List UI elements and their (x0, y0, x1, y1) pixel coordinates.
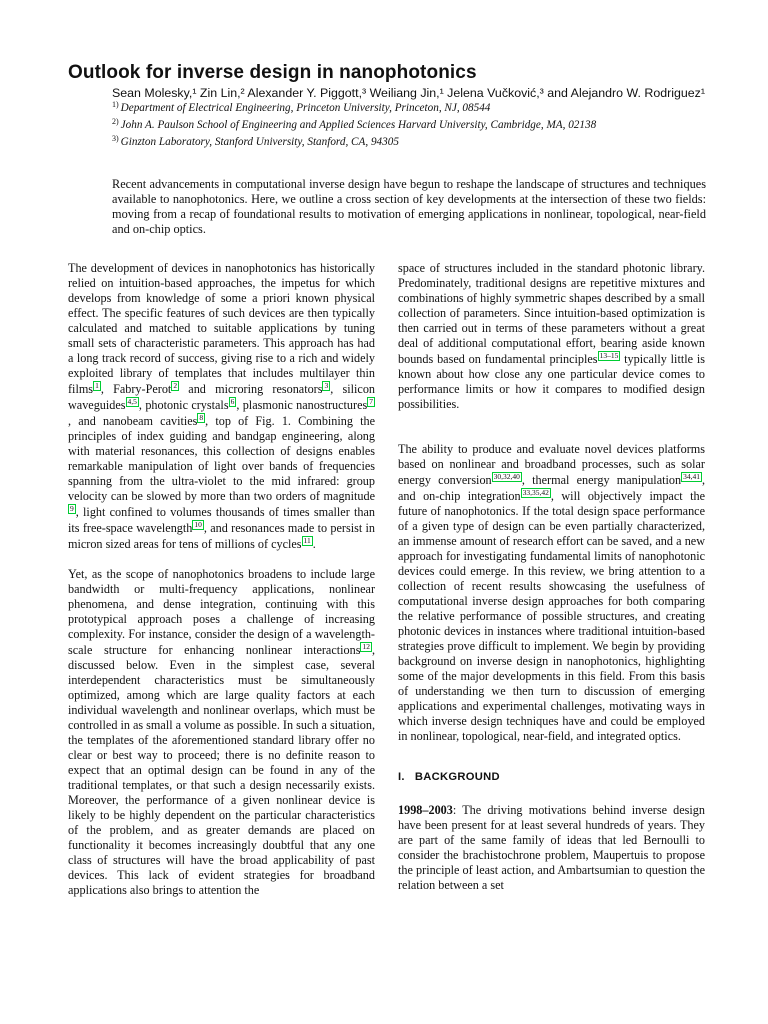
affiliation-2 (112, 115, 672, 132)
affiliation-text: Department of Electrical Engineering, Princeton University, Princeton, NJ, 08544 (120, 102, 491, 114)
affiliation-text: John A. Paulson School of Engineering and Applied Sciences Harvard University, Cambridge, MA, 02138 (120, 119, 597, 132)
citation-link[interactable]: 6 (230, 397, 235, 406)
body-text: , top of Fig. 1. Combining the principles of index guiding and bandgap engineering, along with material resonances, this collection of designs enables remarkable manipulation of light over bands of frequencies spanning from the ultra-violet to the mid infrared: group velocity can be slowed by more than two orders of magnitude (68, 414, 375, 503)
body-text: , and resonances made to persist in micron sized areas for tens of millions of cycles (68, 521, 375, 551)
citation-link[interactable]: 34,41 (683, 472, 700, 481)
body-text: space of structures included in the standard photonic library. Predominately, traditional designs are repetitive mixtures and combinations of highly symmetric shapes described by a small collection of parameters. Since intuition-based optimization is then carried out in terms of these parameters without a great deal of additional computational effort, bearing aside known bounds based on fundamental principles (398, 261, 705, 366)
body-text: Yet, as the scope of nanophotonics broadens to include large bandwidth or multi-frequency applications, nonlinear phenomena, and dense integration, continuing with this prototypical approach poses a challenge of increasing complexity. For instance, consider the design of a wavelength-scale structure for enhancing nonlinear interactions (68, 567, 375, 657)
affiliation-text: Ginzton Laboratory, Stanford University, Stanford, CA, 94305 (120, 136, 399, 149)
left-column (68, 261, 375, 898)
right-column (398, 261, 705, 893)
citation-link[interactable]: 8 (199, 413, 204, 422)
affiliation-number: 2) (112, 117, 119, 127)
body-text: and microring resonators (179, 382, 323, 396)
body-text: , plasmonic nanostructures (236, 398, 368, 412)
body-text: , and on-chip integration (398, 473, 705, 503)
section-number: I. (398, 771, 405, 783)
citation-link[interactable]: 2 (173, 381, 178, 390)
paragraph-library (398, 261, 705, 412)
section-heading (398, 770, 705, 785)
body-text: , photonic crystals (138, 398, 229, 412)
citation-link[interactable]: 7 (369, 397, 373, 406)
paragraph-complexity (68, 567, 375, 898)
citation-link[interactable]: 30,32,40 (493, 472, 520, 481)
citation-link[interactable]: 3 (324, 381, 329, 390)
citation-link[interactable]: 12 (362, 642, 370, 651)
citation-link[interactable]: 11 (303, 536, 311, 545)
body-text: : The driving motivations behind inverse design have been present for at least several hundreds of years. They are part of the same family of ideas that led Bernoulli to consider the brachistochrone problem, Maupertuis to propose the principle of least action, and Ambartsumian to question the relation between a set (398, 803, 705, 892)
body-text: typically little is known about how close any one particular device comes to performance limits or how it compares to modified design possibilities. (398, 352, 705, 411)
citation-link[interactable]: 33,35,42 (522, 488, 549, 497)
citation-link[interactable]: 1 (95, 381, 99, 390)
abstract: Recent advancements in computational inverse design have begun to reshape the landscape of structures and techniques available to nanophotonics. Here, we outline a cross section of key developments at the intersection of these two fields: moving from a recap of foundational results to motivation of emerging applications in nonlinear, topological, near-field and on-chip optics. (112, 177, 706, 236)
citation-link[interactable]: 4,5 (127, 397, 137, 406)
body-text: , will objectively impact the future of nanophotonics. If the total design space performance of a given type of design can be even partially characterized, an immense amount of research effort can be saved, and a new approach for investigating fundamental limits of nanophotonic devices could emerge. In this review, we bring attention to a collection of recent results showcasing the usefulness of computational inverse design approaches for both comparing the relative performance of possible structures, and creating photonic devices in instances where traditional intuition-based strategies prove difficult to implement. We begin by providing background on inverse design in nanophotonics, highlighting some of the major developments in this field. From this basis of understanding we then turn to discussion of emerging applications and experimental challenges, motivating ways in which inverse design techniques have and could be employed in nonlinear, topological, near-field, and integrated optics. (398, 489, 705, 743)
affiliation-number: 3) (112, 134, 119, 144)
author-list: Sean Molesky,¹ Zin Lin,² Alexander Y. Piggott,³ Weiliang Jin,¹ Jelena Vučković,³ and Alejandro W. Rodriguez¹ (112, 86, 705, 100)
citation-link[interactable]: 13–15 (599, 351, 619, 360)
body-text: , silicon waveguides (68, 382, 376, 412)
section-title: BACKGROUND (414, 771, 500, 783)
body-text: The ability to produce and evaluate novel devices platforms based on nonlinear and broadband processes, such as solar energy conversion (398, 442, 705, 487)
citation-link[interactable]: 9 (70, 504, 74, 513)
body-text: , light confined to volumes thousands of times smaller than its free-space wavelength (68, 505, 375, 535)
body-text: , Fabry-Perot (100, 382, 172, 396)
citation-link[interactable]: 10 (194, 520, 202, 529)
paragraph-intro (68, 261, 375, 552)
affiliation-3 (112, 132, 672, 149)
affiliation-number: 1) (112, 100, 119, 109)
period-label: 1998–2003 (398, 803, 453, 817)
paragraph-background (398, 803, 705, 893)
body-text: , discussed below. Even in the simplest case, several interdependent characteristics must be simultaneously optimized, among which are large quality factors at each individual wavelength and nonlinear overlaps, which must be controlled in as small a volume as possible. In such a situation, the templates of the aforementioned standard library offer no clear or best way to proceed; there is no definite reason to expect that an optimal design can be found in any of the traditional templates, or that such a design necessarily exists. Moreover, the performance of a given nonlinear device is likely to be highly dependent on the particular characteristics of the problem, and as greater demands are placed on functionality it becomes increasingly doubtful that any one class of structures will have the broad applicability of past devices. This lack of evident strategies for broadband applications also brings to attention the (68, 643, 376, 897)
paragraph-motivation (398, 442, 705, 744)
body-text: The development of devices in nanophotonics has historically relied on intuition-based approaches, the impetus for which develops from knowledge of some a priori known physical effect. The specific features of such devices are then typically calculated and matched to suitable applications by tuning small sets of characteristic parameters. This approach has had a long track record of success, giving rise to a rich and widely exploited library of templates that includes multilayer thin films (68, 261, 375, 396)
body-text: . (312, 537, 316, 551)
body-text: , and nanobeam cavities (68, 414, 198, 428)
affiliations (112, 98, 672, 150)
affiliation-1 (112, 98, 672, 115)
paper-title: Outlook for inverse design in nanophotonics (68, 62, 477, 83)
body-text: , thermal energy manipulation (521, 473, 682, 487)
